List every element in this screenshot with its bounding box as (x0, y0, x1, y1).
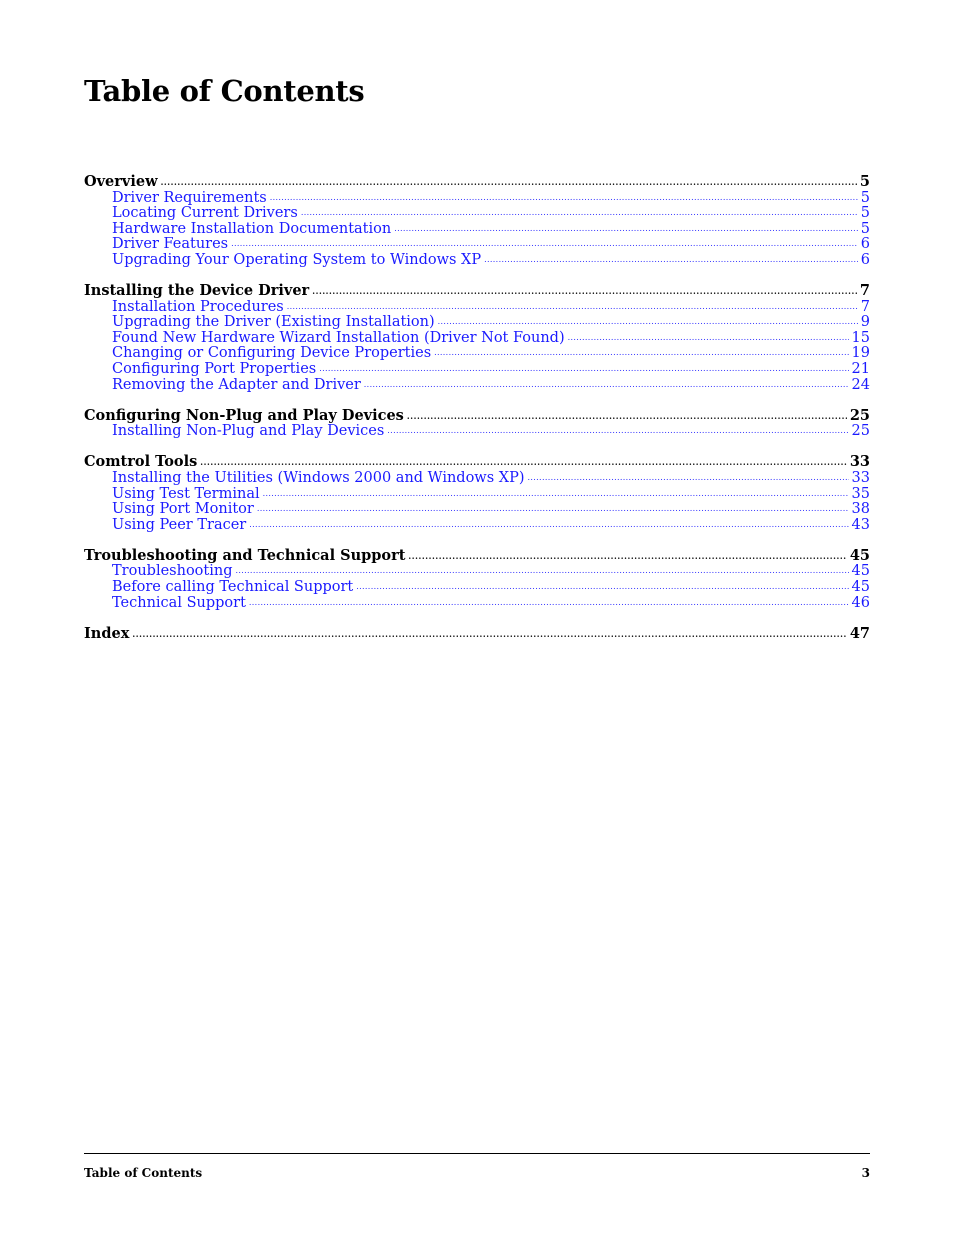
toc-section (84, 283, 870, 392)
dot-leader (301, 205, 858, 217)
toc-page-number: 15 (851, 329, 870, 346)
toc-entry-label: Installing the Utilities (Windows 2000 and Windows XP) (112, 470, 525, 486)
dot-leader (434, 345, 848, 357)
toc-page-number: 9 (860, 314, 870, 331)
dot-leader (132, 626, 846, 638)
dot-leader (484, 252, 858, 264)
toc-entry-label: Installing Non-Plug and Play Devices (112, 423, 385, 440)
toc-page-number: 19 (851, 345, 870, 362)
toc-section (84, 626, 870, 642)
toc-entry-label: Upgrading the Driver (Existing Installation) (112, 314, 435, 331)
toc-chapter-link[interactable] (84, 548, 870, 564)
toc-page-number: 46 (851, 594, 870, 611)
toc-page-number: 5 (860, 189, 870, 206)
dot-leader (249, 517, 848, 529)
toc-page-number: 33 (849, 453, 870, 471)
toc-entry-label: Before calling Technical Support (112, 579, 354, 596)
toc-subsection-link[interactable] (84, 299, 870, 315)
dot-leader (568, 330, 849, 342)
toc-subsection-link[interactable] (84, 517, 870, 533)
toc-entry-label: Overview (84, 173, 158, 190)
toc-subsection-link[interactable] (84, 205, 870, 221)
toc-entry-label: Configuring Non-Plug and Play Devices (84, 406, 404, 424)
toc-entry-label: Locating Current Drivers (112, 205, 298, 222)
toc-page-number: 6 (860, 251, 870, 268)
toc-entry-label: Comtrol Tools (84, 453, 198, 471)
toc-page-number: 33 (851, 470, 870, 486)
toc-entry-label: Driver Features (112, 236, 229, 253)
toc-entry-label: Installation Procedures (112, 298, 284, 315)
dot-leader (270, 190, 858, 202)
toc-entry-label: Driver Requirements (112, 189, 267, 206)
dot-leader (407, 408, 847, 420)
toc-entry-label: Found New Hardware Wizard Installation (Driver Not Found) (112, 329, 565, 346)
toc-chapter-link[interactable] (84, 408, 870, 424)
toc-subsection-link[interactable] (84, 423, 870, 439)
toc-entry-label: Installing the Device Driver (84, 282, 310, 300)
dot-leader (312, 283, 857, 295)
toc-chapter-link[interactable] (84, 626, 870, 642)
toc-chapter-link[interactable] (84, 454, 870, 470)
toc-page-number: 5 (859, 173, 870, 190)
dot-leader (257, 501, 849, 513)
toc-entry-label: Using Peer Tracer (112, 516, 247, 533)
page-title: Table of Contents (84, 74, 365, 108)
toc-subsection-link[interactable] (84, 221, 870, 237)
toc-page-number: 47 (849, 624, 870, 642)
toc-chapter-link[interactable] (84, 283, 870, 299)
toc-entry-label: Troubleshooting and Technical Support (84, 546, 406, 564)
dot-leader (438, 314, 858, 326)
dot-leader (394, 221, 858, 233)
dot-leader (364, 377, 849, 389)
dot-leader (161, 174, 857, 186)
dot-leader (231, 236, 858, 248)
toc-entry-label: Troubleshooting (112, 563, 233, 580)
toc-subsection-link[interactable] (84, 236, 870, 252)
toc-page-number: 6 (860, 236, 870, 253)
toc-page-number: 7 (860, 298, 870, 315)
dot-leader (287, 299, 858, 311)
toc-page-number: 38 (851, 501, 870, 518)
toc-page-number: 25 (849, 406, 870, 424)
footer-page-number: 3 (861, 1166, 870, 1180)
dot-leader (249, 595, 849, 607)
toc-subsection-link[interactable] (84, 563, 870, 579)
dot-leader (387, 423, 848, 435)
toc-entry-label: Hardware Installation Documentation (112, 220, 392, 237)
toc-subsection-link[interactable] (84, 345, 870, 361)
toc-subsection-link[interactable] (84, 579, 870, 595)
toc-subsection-link[interactable] (84, 501, 870, 517)
toc-entry-label: Configuring Port Properties (112, 361, 317, 378)
toc-page-number: 5 (860, 205, 870, 222)
toc-page-number: 21 (851, 361, 870, 378)
toc-section (84, 454, 870, 532)
toc-page-number: 45 (851, 563, 870, 580)
dot-leader (319, 361, 848, 373)
toc-entry-label: Index (84, 624, 130, 642)
toc-subsection-link[interactable] (84, 470, 870, 486)
toc-section (84, 408, 870, 439)
toc-subsection-link[interactable] (84, 330, 870, 346)
dot-leader (200, 454, 847, 466)
toc-subsection-link[interactable] (84, 595, 870, 611)
toc-page-number: 45 (849, 546, 870, 564)
toc-subsection-link[interactable] (84, 486, 870, 502)
toc-page-number: 5 (860, 220, 870, 237)
toc-page-number: 43 (851, 516, 870, 533)
toc-subsection-link[interactable] (84, 361, 870, 377)
toc-entry-label: Upgrading Your Operating System to Windows XP (112, 251, 482, 268)
toc-entry-label: Using Test Terminal (112, 485, 260, 502)
footer-title: Table of Contents (84, 1166, 203, 1180)
toc-subsection-link[interactable] (84, 314, 870, 330)
dot-leader (528, 470, 849, 482)
toc-subsection-link[interactable] (84, 377, 870, 393)
table-of-contents (84, 174, 870, 657)
toc-page-number: 25 (851, 423, 870, 440)
toc-subsection-link[interactable] (84, 190, 870, 206)
dot-leader (356, 579, 848, 591)
dot-leader (263, 486, 849, 498)
toc-section (84, 548, 870, 610)
toc-chapter-link[interactable] (84, 174, 870, 190)
toc-page-number: 45 (851, 579, 870, 596)
toc-page-number: 24 (851, 376, 870, 393)
toc-page-number: 35 (851, 485, 870, 502)
footer-divider (84, 1153, 870, 1154)
toc-entry-label: Changing or Configuring Device Properties (112, 345, 432, 362)
toc-entry-label: Removing the Adapter and Driver (112, 376, 361, 393)
toc-subsection-link[interactable] (84, 252, 870, 268)
toc-page-number: 7 (859, 282, 870, 300)
toc-entry-label: Using Port Monitor (112, 501, 254, 518)
toc-section (84, 174, 870, 268)
dot-leader (236, 563, 849, 575)
toc-entry-label: Technical Support (112, 594, 246, 611)
dot-leader (408, 548, 846, 560)
